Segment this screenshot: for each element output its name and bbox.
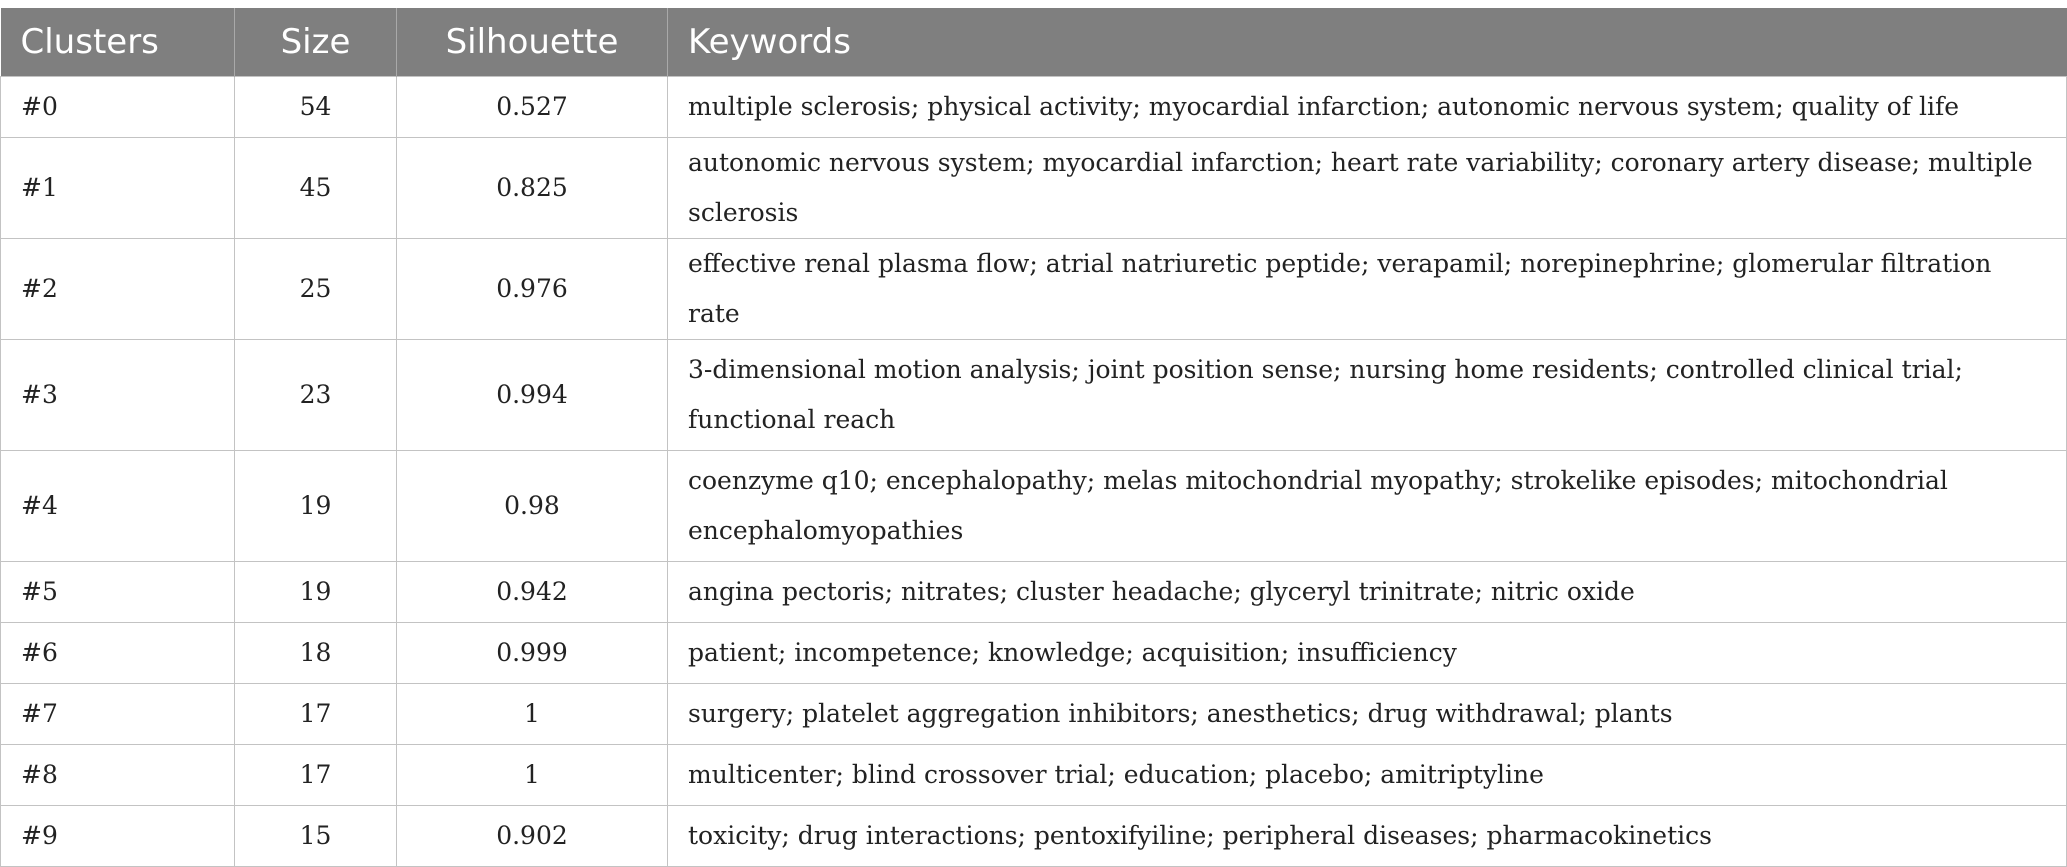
table-row bbox=[1, 744, 2067, 805]
keywords-cell: patient; incompetence; knowledge; acquisition; insufficiency bbox=[668, 622, 2067, 683]
size-cell: 17 bbox=[235, 683, 397, 744]
silhouette-cell: 0.999 bbox=[397, 622, 668, 683]
table-row bbox=[1, 561, 2067, 622]
table-row bbox=[1, 622, 2067, 683]
silhouette-cell: 0.902 bbox=[397, 805, 668, 866]
table-row bbox=[1, 683, 2067, 744]
cluster-cell: #1 bbox=[1, 137, 235, 238]
clusters-table bbox=[0, 8, 2067, 867]
keywords-cell: surgery; platelet aggregation inhibitors; anesthetics; drug withdrawal; plants bbox=[668, 683, 2067, 744]
cluster-cell: #0 bbox=[1, 76, 235, 137]
keywords-cell: autonomic nervous system; myocardial infarction; heart rate variability; coronary artery disease; multiple sclerosis bbox=[668, 137, 2067, 238]
cluster-cell: #9 bbox=[1, 805, 235, 866]
cluster-cell: #4 bbox=[1, 450, 235, 561]
keywords-cell: coenzyme q10; encephalopathy; melas mitochondrial myopathy; strokelike episodes; mitochondrial encephalomyopathies bbox=[668, 450, 2067, 561]
silhouette-cell: 1 bbox=[397, 744, 668, 805]
header-clusters: Clusters bbox=[1, 8, 235, 76]
keywords-cell: effective renal plasma flow; atrial natriuretic peptide; verapamil; norepinephrine; glomerular filtration rate bbox=[668, 238, 2067, 339]
silhouette-cell: 0.527 bbox=[397, 76, 668, 137]
size-cell: 18 bbox=[235, 622, 397, 683]
table-row bbox=[1, 450, 2067, 561]
silhouette-cell: 0.98 bbox=[397, 450, 668, 561]
size-cell: 17 bbox=[235, 744, 397, 805]
size-cell: 15 bbox=[235, 805, 397, 866]
keywords-cell: multicenter; blind crossover trial; education; placebo; amitriptyline bbox=[668, 744, 2067, 805]
size-cell: 54 bbox=[235, 76, 397, 137]
table-row bbox=[1, 238, 2067, 339]
table-row bbox=[1, 805, 2067, 866]
header-row bbox=[1, 8, 2067, 76]
keywords-cell: toxicity; drug interactions; pentoxifyiline; peripheral diseases; pharmacokinetics bbox=[668, 805, 2067, 866]
size-cell: 23 bbox=[235, 339, 397, 450]
header-size: Size bbox=[235, 8, 397, 76]
size-cell: 45 bbox=[235, 137, 397, 238]
cluster-cell: #3 bbox=[1, 339, 235, 450]
size-cell: 19 bbox=[235, 561, 397, 622]
keywords-cell: angina pectoris; nitrates; cluster headache; glyceryl trinitrate; nitric oxide bbox=[668, 561, 2067, 622]
cluster-cell: #6 bbox=[1, 622, 235, 683]
cluster-cell: #8 bbox=[1, 744, 235, 805]
table-row bbox=[1, 339, 2067, 450]
cluster-cell: #5 bbox=[1, 561, 235, 622]
silhouette-cell: 0.976 bbox=[397, 238, 668, 339]
table-row bbox=[1, 76, 2067, 137]
keywords-cell: multiple sclerosis; physical activity; myocardial infarction; autonomic nervous system; quality of life bbox=[668, 76, 2067, 137]
silhouette-cell: 0.942 bbox=[397, 561, 668, 622]
cluster-cell: #7 bbox=[1, 683, 235, 744]
header-silhouette: Silhouette bbox=[397, 8, 668, 76]
size-cell: 25 bbox=[235, 238, 397, 339]
silhouette-cell: 0.825 bbox=[397, 137, 668, 238]
cluster-cell: #2 bbox=[1, 238, 235, 339]
silhouette-cell: 0.994 bbox=[397, 339, 668, 450]
table-row bbox=[1, 137, 2067, 238]
keywords-cell: 3-dimensional motion analysis; joint position sense; nursing home residents; controlled clinical trial; functional reach bbox=[668, 339, 2067, 450]
silhouette-cell: 1 bbox=[397, 683, 668, 744]
header-keywords: Keywords bbox=[668, 8, 2067, 76]
size-cell: 19 bbox=[235, 450, 397, 561]
